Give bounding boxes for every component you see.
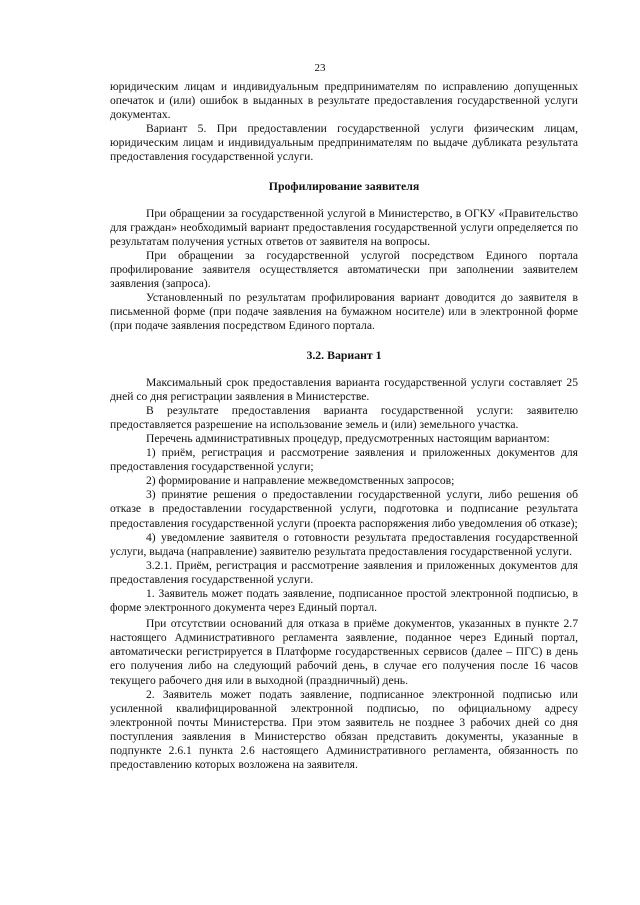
section-heading-profiling: Профилирование заявителя — [268, 178, 420, 193]
page-number: 23 — [314, 62, 326, 74]
paragraph: Перечень административных процедур, предусмотренных настоящим вариантом: — [146, 431, 550, 445]
document-body — [110, 80, 578, 772]
section-heading-variant-1: 3.2. Вариант 1 — [306, 347, 382, 362]
paragraph: юридическим лицам и индивидуальным предпринимателям по исправлению допущенных опечаток и (или) ошибок в выданных в результате предоставления государственной услуги документах. — [110, 80, 578, 122]
paragraph: При обращении за государственной услугой посредством Единого портала профилирование заявителя осуществляется автоматически при заполнении заявителем заявления (запроса). — [110, 248, 578, 291]
paragraph: Максимальный срок предоставления варианта государственной услуги составляет 25 дней со дня регистрации заявления в Министерстве. — [110, 375, 578, 403]
paragraph: При обращении за государственной услугой в Министерство, в ОГКУ «Правительство для граждан» необходимый вариант предоставления государственной услуги определяется по результатам получения устных ответов от заявителя на вопросы. — [110, 206, 578, 248]
list-item: 4) уведомление заявителя о готовности результата предоставления государственной услуги, выдача (направление) заявителю результата предоставления государственной услуги. — [110, 530, 578, 558]
paragraph: Вариант 5. При предоставлении государственной услуги физическим лицам, юридическим лицам и индивидуальным предпринимателям по выдаче дубликата результата предоставления государственной услуги. — [110, 122, 578, 164]
list-item: 1) приём, регистрация и рассмотрение заявления и приложенных документов для предоставления государственной услуги; — [110, 446, 578, 474]
subsection-heading: 3.2.1. Приём, регистрация и рассмотрение заявления и приложенных документов для предоставления государственной услуги. — [110, 558, 578, 586]
paragraph: 2. Заявитель может подать заявление, подписанное электронной подписью или усиленной квалифицированной электронной подписью, по официальному адресу электронной почты Министерства. При этом заявитель не позднее 3 рабочих дней со дня поступления заявления в Министерство обязан представить документы, указанные в подпункте 2.6.1 пункта 2.6 настоящего Административного регламента, обязанность по предоставлению которых возложена на заявителя. — [110, 687, 578, 772]
paragraph: 1. Заявитель может подать заявление, подписанное простой электронной подписью, в форме электронного документа через Единый портал. — [110, 587, 578, 615]
list-item: 2) формирование и направление межведомственных запросов; — [146, 474, 455, 488]
paragraph: В результате предоставления варианта государственной услуги: заявителю предоставляется разрешение на использование земель и (или) земельного участка. — [110, 403, 578, 431]
paragraph: При отсутствии оснований для отказа в приёме документов, указанных в пункте 2.7 настоящего Административного регламента заявление, поданное через Единый портал, автоматически регистрируется в Платформе государственных сервисов (далее – ПГС) в день его получения либо на следующий рабочий день, в случае его получения после 16 часов текущего рабочего дня или в выходной (праздничный) день. — [110, 617, 578, 687]
list-item: 3) принятие решения о предоставлении государственной услуги, либо решения об отказе в предоставлении государственной услуги, подготовка и подписание результата предоставления государственной услуги (проекта распоряжения либо уведомления об отказе); — [110, 488, 578, 530]
paragraph: Установленный по результатам профилирования вариант доводится до заявителя в письменной форме (при подаче заявления на бумажном носителе) или в электронной форме (при подаче заявления посредством Единого портала. — [110, 291, 578, 333]
